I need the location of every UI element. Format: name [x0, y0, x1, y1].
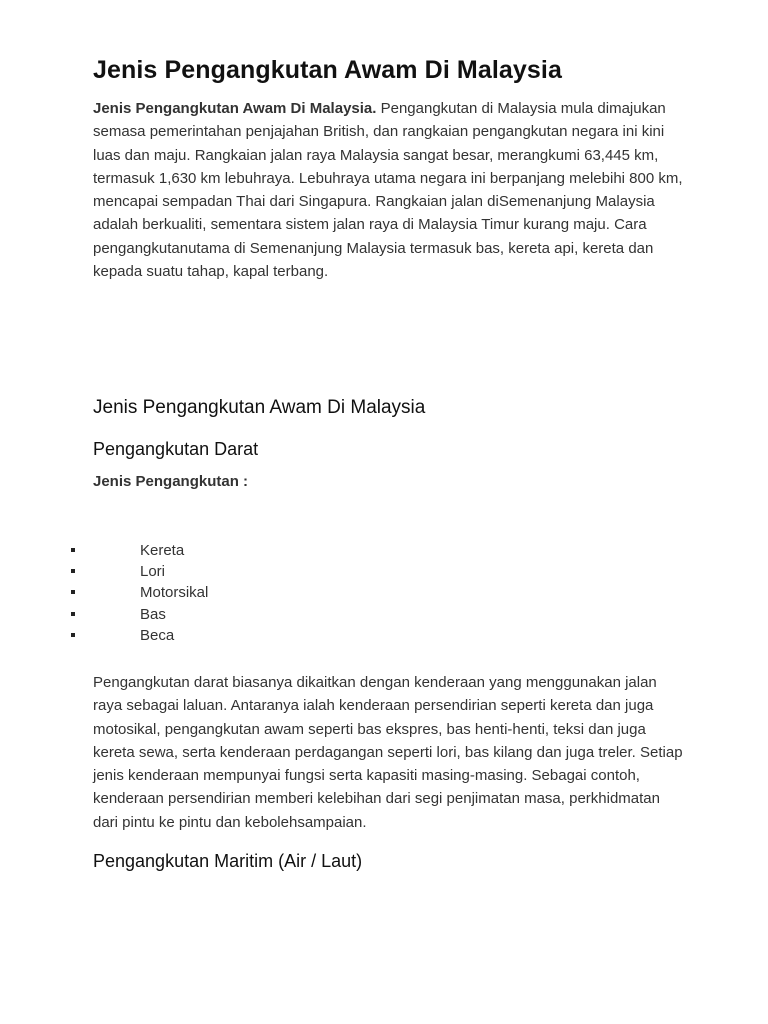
list-item-text: Motorsikal [140, 584, 209, 602]
list-item [0, 604, 400, 625]
list-item [0, 625, 400, 646]
intro-paragraph [93, 97, 683, 283]
list-item-text: Lori [140, 563, 166, 581]
list-item-text: Beca [140, 626, 175, 644]
list-item [0, 540, 400, 561]
darat-heading: Pengangkutan Darat [93, 439, 259, 459]
square-bullet-icon [71, 548, 75, 552]
maritim-heading: Pengangkutan Maritim (Air / Laut) [93, 851, 363, 871]
list-item [0, 582, 400, 603]
section-heading: Jenis Pengangkutan Awam Di Malaysia [93, 397, 426, 418]
intro-text: Pengangkutan di Malaysia mula dimajukan semasa pemerintahan penjajahan British, dan rangkaian pengangkutan negara ini kini luas dan maju. Rangkaian jalan raya Malaysia sangat besar, merangkumi 63,445 km, termasuk 1,630 km lebuhraya. Lebuhraya utama negara ini berpanjang melebihi 800 km, mencapai sempadan Thai dari Singapura. Rangkaian jalan diSemenanjung Malaysia adalah berkualiti, sementara sistem jalan raya di Malaysia Timur kurang maju. Cara pengangkutanutama di Semenanjung Malaysia termasuk bas, kereta api, kereta dan kepada suatu tahap, kapal terbang. [93, 100, 683, 281]
darat-paragraph: Pengangkutan darat biasanya dikaitkan dengan kenderaan yang menggunakan jalan raya sebagai laluan. Antaranya ialah kenderaan persendirian seperti kereta dan juga motosikal, pengangkutan awam seperti bas ekspres, bas henti-henti, teksi dan juga kereta sewa, serta kenderaan perdagangan seperti lori, bas kilang dan juga treler. Setiap jenis kenderaan mempunyai fungsi serta kapasiti masing-masing. Sebagai contoh, kenderaan persendirian memberi kelebihan dari segi penjimatan masa, perkhidmatan dari pintu ke pintu dan kebolehsampaian. [93, 674, 683, 831]
page-title: Jenis Pengangkutan Awam Di Malaysia [93, 56, 562, 84]
list-item-text: Bas [140, 605, 166, 623]
square-bullet-icon [71, 590, 75, 594]
list-item [0, 561, 400, 582]
transport-list [0, 540, 400, 646]
transport-types-label: Jenis Pengangkutan : [93, 473, 249, 490]
list-item-text: Kereta [140, 542, 185, 559]
intro-bold-lead: Jenis Pengangkutan Awam Di Malaysia. [93, 100, 377, 117]
square-bullet-icon [71, 612, 75, 616]
square-bullet-icon [71, 633, 75, 637]
square-bullet-icon [71, 569, 75, 573]
